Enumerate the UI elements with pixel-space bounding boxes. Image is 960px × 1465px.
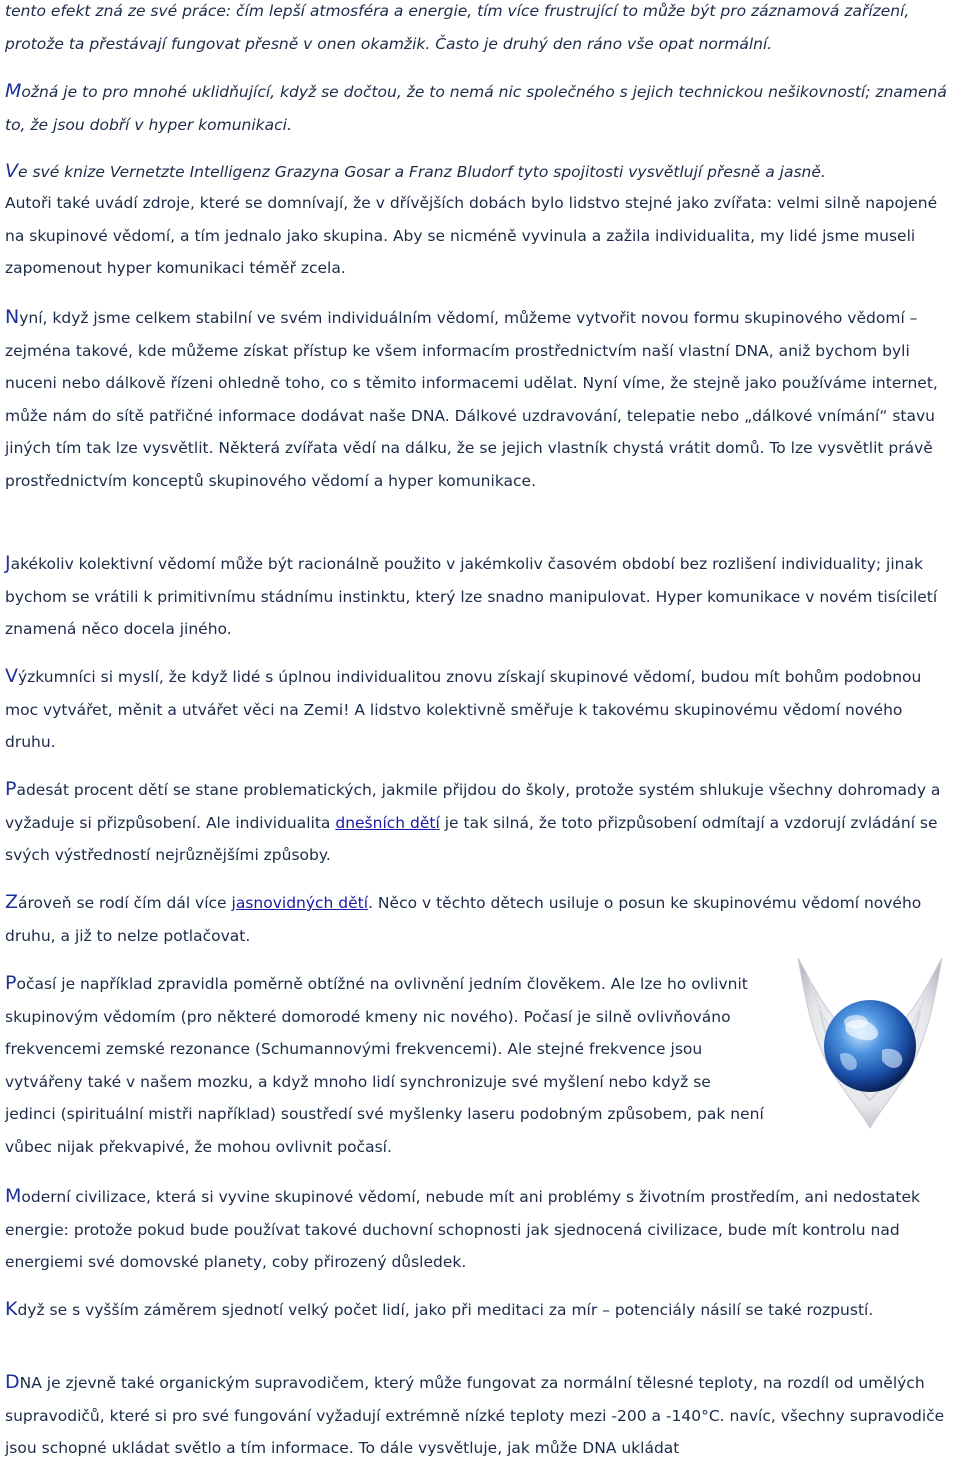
paragraph-vyzkumnici [5,660,955,759]
paragraph-text: . Něco v těchto dětech usiluje o posun ke skupinovému vědomí nového druhu, a již to nelze potlačovat. [5,894,922,945]
drop-letter: V [5,665,18,687]
paragraph-text: NA je zjevně také organickým supravodičem, který může fungovat za normální tělesné teploty, na rozdíl od umělých supravodičů, které si pro své fungování vyžadují extrémně nízké teploty mezi -200 a -140°C. navíc, všechny supravodiče jsou schopné ukládat světlo a tím informace. To dále vysvětluje, jak může DNA ukládat [5,1374,945,1457]
paragraph-text: dyž se s vyšším záměrem sjednotí velký počet lidí, jako při meditaci za mír – potenciály násilí se také rozpustí. [17,1301,874,1319]
paragraph-text: ožná je to pro mnohé uklidňující, když se dočtou, že to nemá nic společného s jejich technickou nešikovností; znamená to, že jsou dobří v hyper komunikaci. [5,83,947,134]
paragraph-jakekoliv [5,547,955,646]
drop-letter: P [5,972,17,994]
paragraph-text: ýzkumníci si myslí, že když lidé s úplnou individualitou znovu získají skupinové vědomí, budou mít bohům podobnou moc vytvářet, měnit a utvářet věci na Zemi! A lidstvo kolektivně směřuje k takovému skupinovému vědomí nového druhu. [5,668,922,751]
drop-letter: V [5,160,18,182]
paragraph-text: je tak silná, že toto přizpůsobení odmítají a vzdorují zvládání se svých výstředností nejrůznějšími způsoby. [5,813,938,864]
paragraph-nyni [5,301,955,497]
paragraph-pocasi [5,967,765,1163]
drop-letter: D [5,1371,20,1393]
drop-letter: K [5,1298,18,1320]
drop-letter: M [5,1185,22,1207]
link-jasnovidne-deti[interactable]: jasnovidných dětí [231,894,369,912]
paragraph-moderni [5,1180,955,1279]
paragraph-intro: tento efekt zná ze své práce: čím lepší atmosféra a energie, tím více frustrující to může být pro záznamová zařízení, protože ta přestávají fungovat přesně v onen okamžik. Často je druhý den ráno vše opat normální. [5,2,910,53]
paragraph-text: oderní civilizace, která si vyvine skupinové vědomí, nebude mít ani problémy s životním prostředím, ani nedostatek energie: protože pokud bude používat takové duchovní schopnosti jak sjednocená civilizace, bude mít kontrolu nad energiemi své domovské planety, coby přirozený důsledek. [5,1188,920,1271]
drop-letter: M [5,80,22,102]
drop-letter: J [5,552,11,574]
paragraph-padesat [5,773,955,872]
paragraph-text: ároveň se rodí čím dál více [18,894,232,912]
drop-letter: N [5,306,20,328]
paragraph-text: yní, když jsme celkem stabilní ve svém individuálním vědomí, můžeme vytvořit novou formu skupinového vědomí – zejména takové, kde můžeme získat přístup ke všem informacím prostřednictvím naší vlastní DNA, aniž bychom byli nuceni nebo dálkově řízeni ohledně toho, co s těmito informacemi udělat. Nyní víme, že stejně jako používáme internet, může nám do sítě patřičné informace dodávat naše DNA. Dálkové uzdravování, telepatie nebo „dálkové vnímání“ stavu jiných tím tak lze vysvětlit. Některá zvířata vědí na dálku, že se jejich vlastník chystá vrátit domů. To lze vysvětlit právě prostřednictvím konceptů skupinového vědomí a hyper komunikace. [5,309,938,490]
link-dnesni-deti[interactable]: dnešních dětí [335,813,440,832]
drop-letter: Z [5,891,19,913]
paragraph-text: akékoliv kolektivní vědomí může být racionálně použito v jakémkoliv časovém období bez rozlišení individuality; jinak bychom se vrátili k primitivnímu stádnímu instinktu, který lze snadno manipulovat. Hyper komunikace v novém tisíciletí znamená něco docela jiného. [5,555,938,638]
paragraph-autori: Autoři také uvádí zdroje, které se domnívají, že v dřívějších dobách bylo lidstvo stejné jako zvířata: velmi silně napojené na skupinové vědomí, a tím jednalo jako skupina. Aby se nicméně vyvinula a zažila individualita, my lidé jsme museli zapomenout hyper komunikaci téměř zcela. [5,194,938,277]
paragraph-dna [5,1366,955,1465]
paragraph-mozna [5,75,955,141]
paragraph-kniha [5,155,955,189]
paragraph-zaroven [5,886,955,952]
globe-in-hands-icon [790,950,950,1135]
paragraph-text: očasí je například zpravidla poměrně obtížné na ovlivnění jedním člověkem. Ale lze ho ovlivnit skupinovým vědomím (pro některé domorodé kmeny nic nového). Počasí je silně ovlivňováno frekvencemi zemské rezonance (Schumannovými frekvencemi). Ale stejné frekvence jsou vytvářeny také v našem mozku, a když mnoho lidí synchronizuje své myšlení nebo když se jedinci (spirituální mistři například) soustředí své myšlenky laseru podobným způsobem, pak není vůbec nijak překvapivé, že mohou ovlivnit počasí. [5,975,764,1156]
globe-in-hands-image [790,950,950,1135]
drop-letter: P [5,778,17,800]
paragraph-text: adesát procent dětí se stane problematických, jakmile přijdou do školy, protože systém shlukuje všechny dohromady a vyžaduje si přizpůsobení. Ale individualita [5,781,941,832]
paragraph-kdyz [5,1293,955,1327]
paragraph-text: e své knize Vernetzte Intelligenz Grazyna Gosar a Franz Bludorf tyto spojitosti vysvětlují přesně a jasně. [18,163,826,181]
